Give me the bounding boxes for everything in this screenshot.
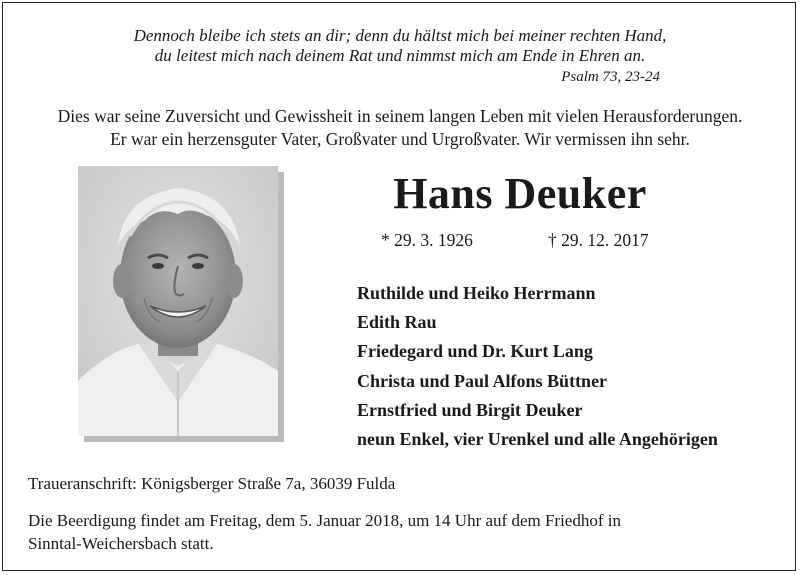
mourner-item: neun Enkel, vier Urenkel und alle Angehörigen — [357, 429, 718, 450]
funeral-info — [28, 509, 758, 555]
death-date: † 29. 12. 2017 — [548, 230, 649, 250]
portrait-illustration — [78, 166, 278, 436]
deceased-name: Hans Deuker — [393, 169, 647, 218]
funeral-line-2: Sinntal-Weichersbach statt. — [28, 534, 214, 553]
mourner-item: Ruthilde und Heiko Herrmann — [357, 283, 596, 303]
mourner-item: Ernstfried und Birgit Deuker — [357, 399, 583, 420]
mourners-list — [357, 279, 718, 454]
mourner-item: Christa und Paul Alfons Büttner — [357, 370, 608, 391]
verse-line-1: Dennoch bleibe ich stets an dir; denn du hältst mich bei meiner rechten Hand, — [133, 26, 667, 45]
bible-verse — [0, 26, 800, 66]
mourner-item: Edith Rau — [357, 312, 437, 333]
funeral-line-1: Die Beerdigung findet am Freitag, dem 5. Januar 2018, um 14 Uhr auf dem Friedhof in — [28, 511, 621, 530]
verse-source: Psalm 73, 23-24 — [561, 69, 660, 85]
birth-date: * 29. 3. 1926 — [381, 230, 473, 250]
mourning-address: Traueranschrift: Königsberger Straße 7a, 36039 Fulda — [28, 474, 396, 493]
verse-line-2: du leitest mich nach deinem Rat und nimmst mich am Ende in Ehren an. — [154, 46, 646, 65]
intro-text — [0, 105, 800, 151]
intro-line-2: Er war ein herzensguter Vater, Großvater und Urgroßvater. Wir vermissen ihn sehr. — [110, 129, 690, 149]
intro-line-1: Dies war seine Zuversicht und Gewissheit in seinem langen Leben mit vielen Herausforderungen. — [57, 106, 743, 126]
portrait-photo — [78, 166, 278, 436]
mourner-item: Friedegard und Dr. Kurt Lang — [357, 341, 593, 362]
